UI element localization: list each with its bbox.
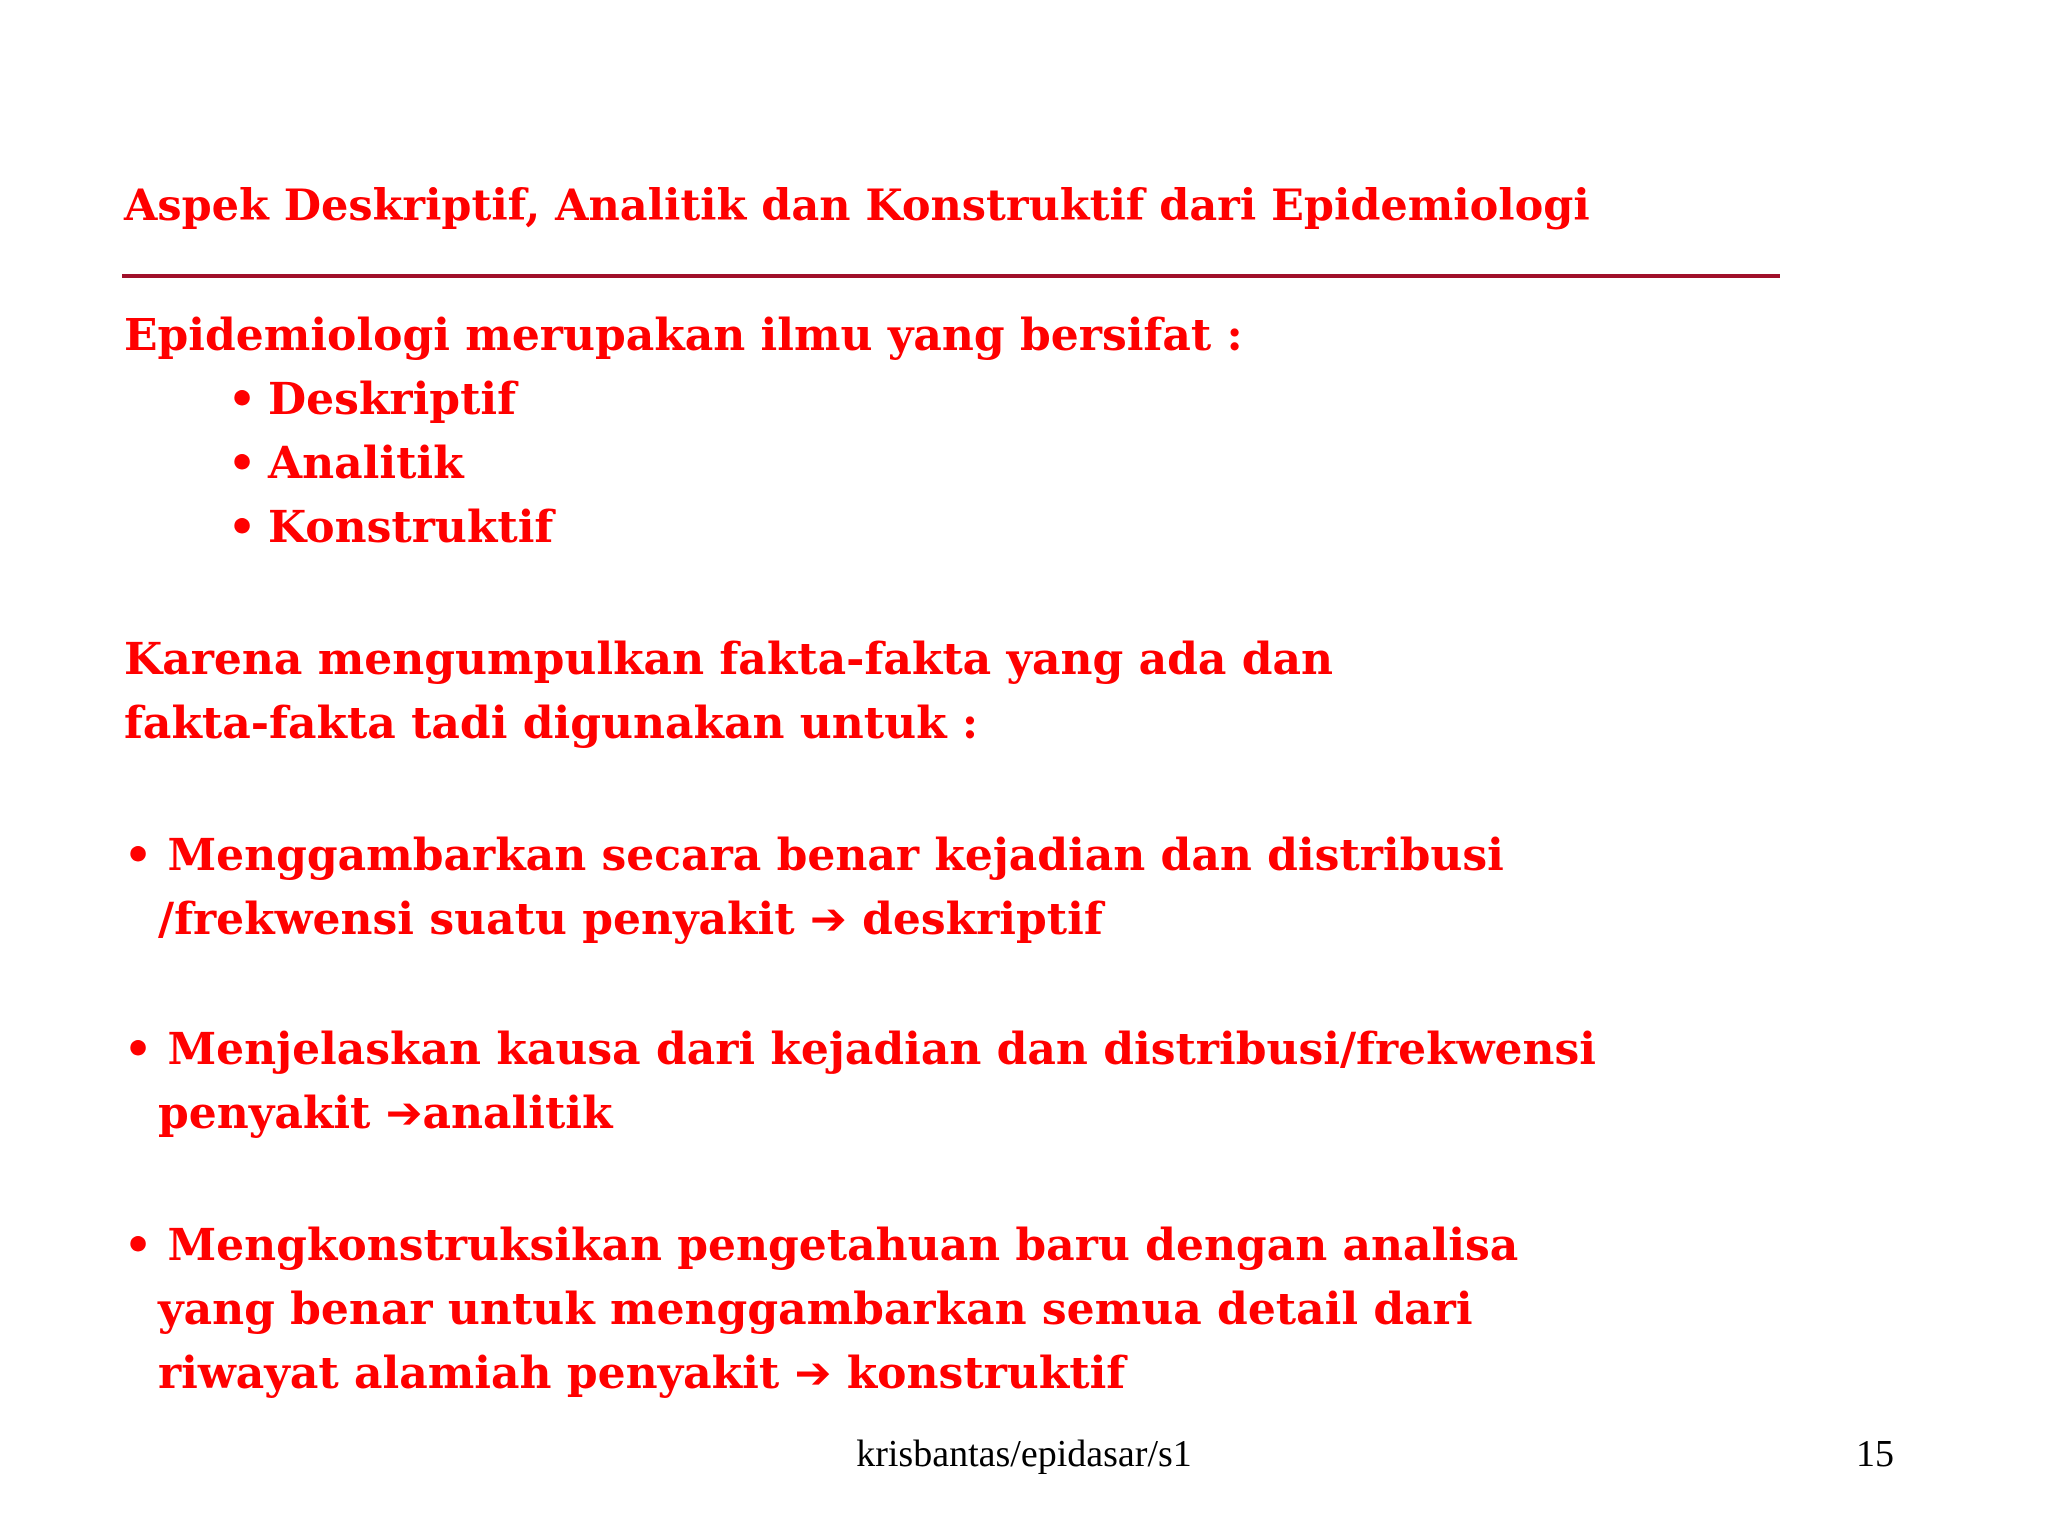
page-number: 15 [1856,1433,1894,1475]
intro-text: Epidemiologi merupakan ilmu yang bersifat : [124,310,1243,361]
point-line: Menggambarkan secara benar kejadian dan distribusi [167,830,1504,881]
point-descriptive [124,824,1504,952]
point-result: deskriptif [846,894,1103,945]
reason-line: fakta-fakta tadi digunakan untuk : [124,698,979,749]
point-result: konstruktif [831,1348,1126,1399]
point-line: Mengkonstruksikan pengetahuan baru dengan analisa [167,1220,1519,1271]
list-item [228,432,553,496]
slide-title: Aspek Deskriptif, Analitik dan Konstruktif dari Epidemiologi [124,181,1590,231]
reason-paragraph [124,628,1333,756]
bullet-icon: • [124,1024,153,1075]
point-result: analitik [422,1088,613,1139]
point-line: penyakit [158,1088,386,1139]
bullet-icon: • [124,830,153,881]
point-line: yang benar untuk menggambarkan semua detail dari [158,1284,1473,1335]
point-constructive [124,1214,1518,1406]
point-line: /frekwensi suatu penyakit [158,894,810,945]
arrow-right-icon: ➔ [385,1088,423,1139]
arrow-right-icon: ➔ [809,894,847,945]
list-item [228,368,553,432]
aspect-list [228,368,553,560]
reason-line: Karena mengumpulkan fakta-fakta yang ada dan [124,634,1333,685]
footer-text: krisbantas/epidasar/s1 [856,1433,1192,1475]
aspect-label: Konstruktif [268,502,554,553]
arrow-right-icon: ➔ [794,1348,832,1399]
bullet-icon: • [228,502,257,553]
bullet-icon: • [124,1220,153,1271]
point-analytic [124,1018,1596,1146]
title-divider [122,274,1780,278]
bullet-icon: • [228,374,257,425]
aspect-label: Deskriptif [268,374,517,425]
aspect-label: Analitik [268,438,464,489]
bullet-icon: • [228,438,257,489]
point-line: riwayat alamiah penyakit [158,1348,795,1399]
point-line: Menjelaskan kausa dari kejadian dan distribusi/frekwensi [167,1024,1596,1075]
list-item [228,496,553,560]
